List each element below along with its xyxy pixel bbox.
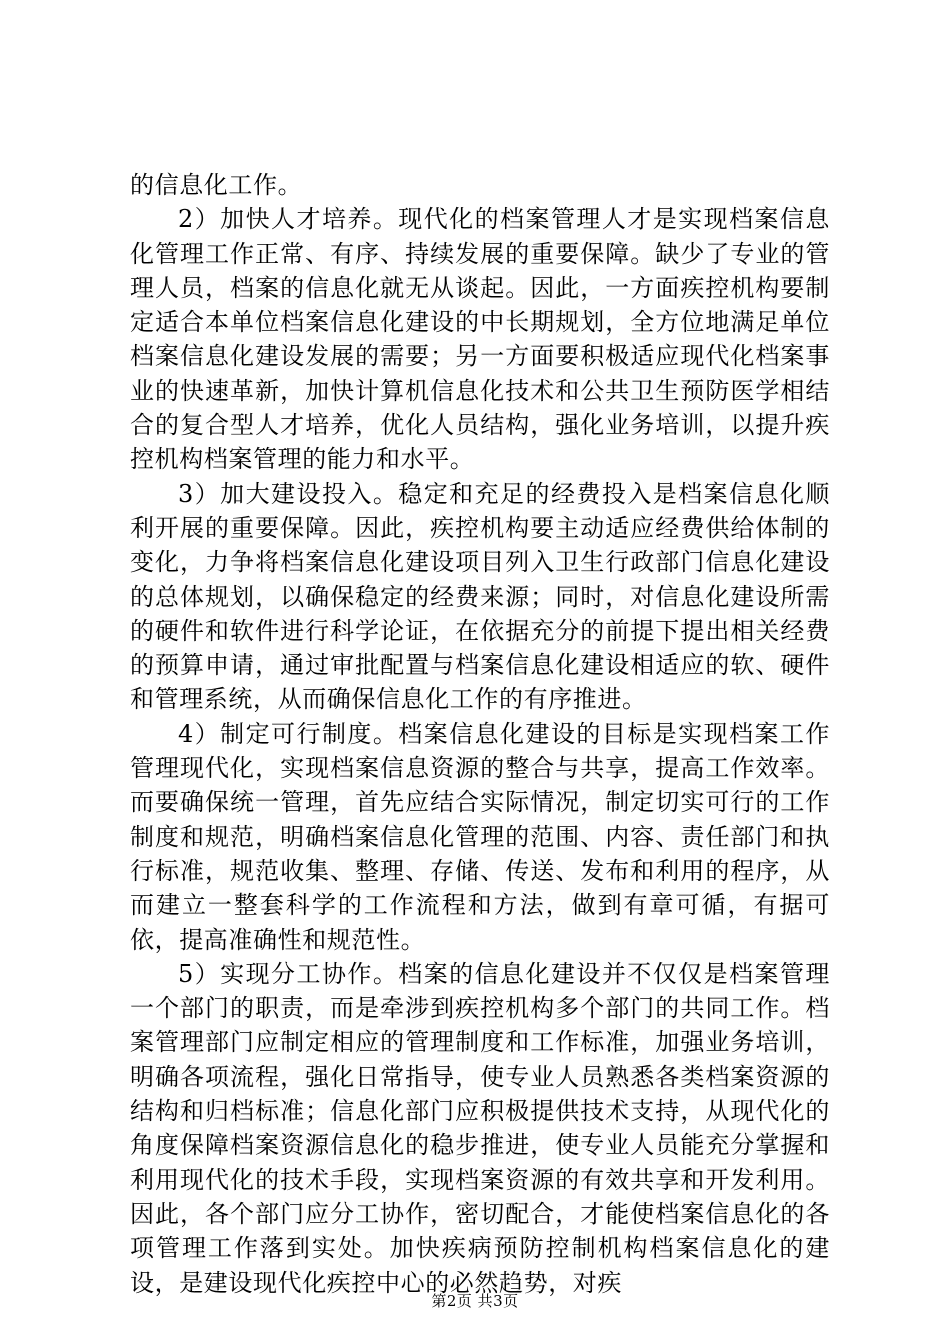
paragraph-feasible-system: 4）制定可行制度。档案信息化建设的目标是实现档案工作管理现代化，实现档案信息资源的整合与共享，提高工作效率。而要确保统一管理，首先应结合实际情况，制定切实可行的工作制度和规范，明确档案信息化管理的范围、内容、责任部门和执行标准，规范收集、整理、存储、传送、发布和利用的程序，从而建立一整套科学的工作流程和方法，做到有章可循，有据可依，提高准确性和规范性。	[130, 719, 830, 954]
page-footer: 第2页 共3页	[431, 1292, 519, 1310]
paragraph-continuation: 的信息化工作。	[130, 171, 303, 199]
paragraph-talent-training: 2）加快人才培养。现代化的档案管理人才是实现档案信息化管理工作正常、有序、持续发展的重要保障。缺少了专业的管理人员，档案的信息化就无从谈起。因此，一方面疾控机构要制定适合本单位档案信息化建设的中长期规划，全方位地满足单位档案信息化建设发展的需要；另一方面要积极适应现代化档案事业的快速革新，加快计算机信息化技术和公共卫生预防医学相结合的复合型人才培养，优化人员结构，强化业务培训，以提升疾控机构档案管理的能力和水平。	[130, 205, 830, 474]
paragraph-division-cooperation: 5）实现分工协作。档案的信息化建设并不仅仅是档案管理一个部门的职责，而是牵涉到疾控机构多个部门的共同工作。档案管理部门应制定相应的管理制度和工作标准，加强业务培训，明确各项流程，强化日常指导，使专业人员熟悉各类档案资源的结构和归档标准；信息化部门应积极提供技术支持，从现代化的角度保障档案资源信息化的稳步推进，使专业人员能充分掌握和利用现代化的技术手段，实现档案资源的有效共享和开发利用。因此，各个部门应分工协作，密切配合，才能使档案信息化的各项管理工作落到实处。加快疾病预防控制机构档案信息化的建设，是建设现代化疾控中心的必然趋势，对疾	[130, 959, 830, 1297]
paragraph-construction-investment: 3）加大建设投入。稳定和充足的经费投入是档案信息化顺利开展的重要保障。因此，疾控机构要主动适应经费供给体制的变化，力争将档案信息化建设项目列入卫生行政部门信息化建设的总体规划，以确保稳定的经费来源；同时，对信息化建设所需的硬件和软件进行科学论证，在依据充分的前提下提出相关经费的预算申请，通过审批配置与档案信息化建设相适应的软、硬件和管理系统，从而确保信息化工作的有序推进。	[130, 479, 830, 714]
body-text	[130, 168, 830, 1300]
